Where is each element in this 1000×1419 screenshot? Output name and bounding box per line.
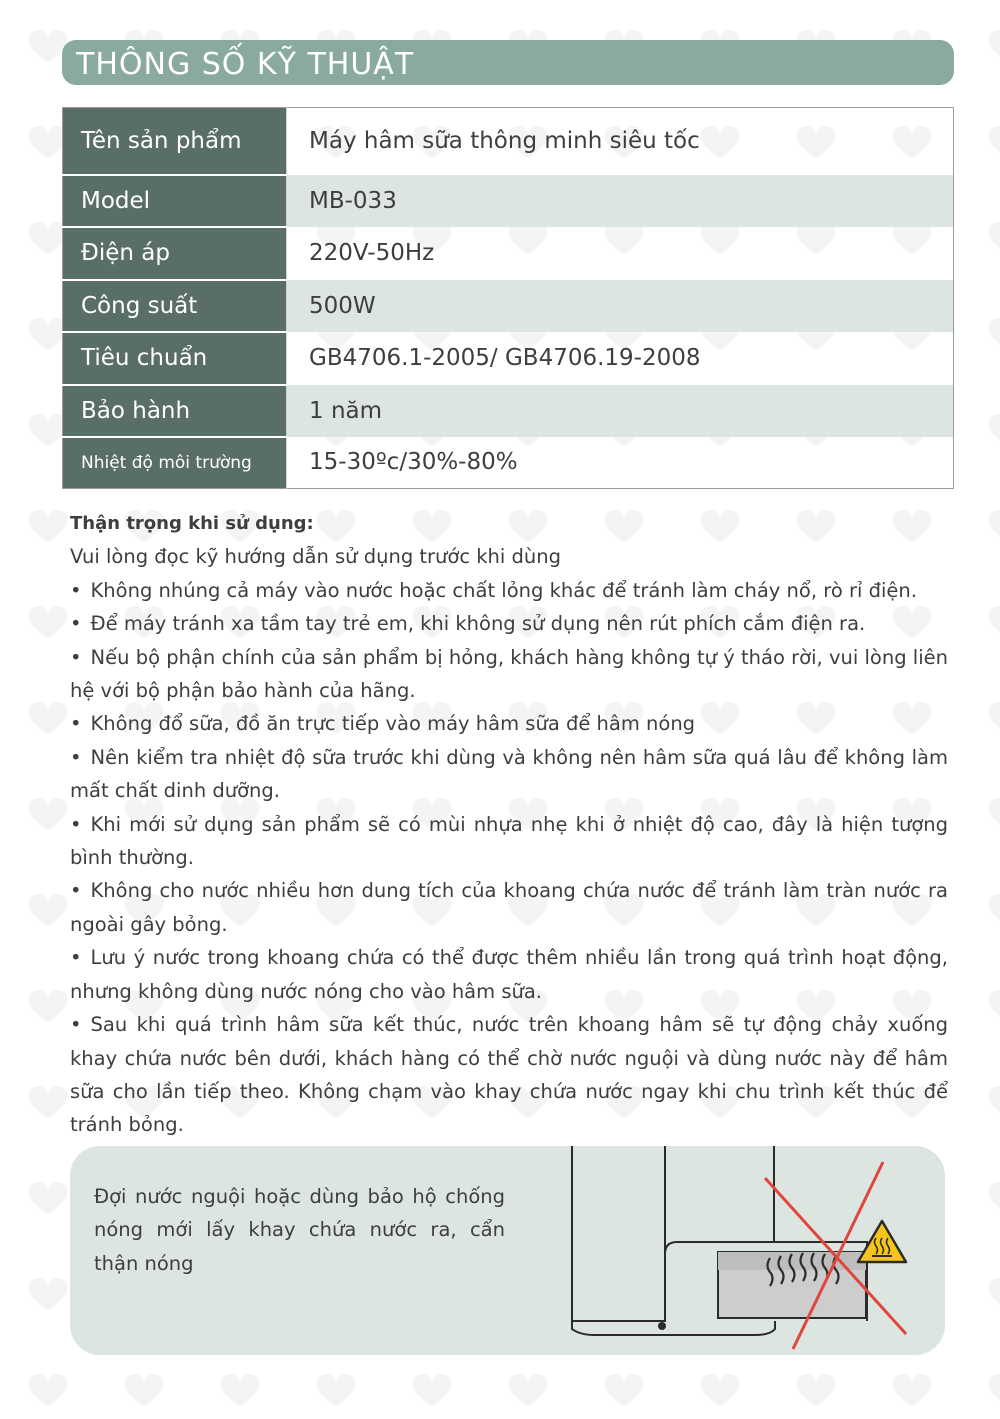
spec-label: Tiêu chuẩn xyxy=(63,332,287,385)
precaution-text: Không cho nước nhiều hơn dung tích của khoang chứa nước để tránh làm tràn nước ra ngoài gây bỏng. xyxy=(70,879,948,936)
section-title: THÔNG SỐ KỸ THUẬT xyxy=(62,40,954,85)
spec-value: 220V-50Hz xyxy=(287,227,954,280)
milk-warmer-tray-illustration xyxy=(70,1146,945,1355)
precaution-item xyxy=(70,741,948,808)
spec-row xyxy=(63,385,954,437)
hot-tray-warning-box xyxy=(70,1146,945,1355)
spec-value: GB4706.1-2005/ GB4706.19-2008 xyxy=(287,332,954,385)
precaution-text: Nên kiểm tra nhiệt độ sữa trước khi dùng và không nên hâm sữa quá lâu để không làm mất chất dinh dưỡng. xyxy=(70,745,948,803)
precautions-heading: Thận trọng khi sử dụng: xyxy=(70,513,314,534)
precaution-item xyxy=(70,707,948,740)
precaution-text: Sau khi quá trình hâm sữa kết thúc, nước trên khoang hâm sẽ tự động chảy xuống khay chứa nước bên dưới, khách hàng có thể chờ nước nguội và dùng nước này để hâm sữa cho lần tiếp theo. Không chạm vào khay chứa nước ngay khi chu trình kết thúc để tránh bỏng. xyxy=(70,1013,948,1137)
precaution-item xyxy=(70,641,948,708)
bullet: • xyxy=(70,612,82,636)
precaution-item xyxy=(70,941,948,1008)
spec-value: Máy hâm sữa thông minh siêu tốc xyxy=(287,108,954,175)
spec-value: MB-033 xyxy=(287,175,954,227)
precaution-item xyxy=(70,874,948,941)
precaution-text: Nếu bộ phận chính của sản phẩm bị hỏng, khách hàng không tự ý tháo rời, vui lòng liên hệ với bộ phận bảo hành của hãng. xyxy=(70,645,948,703)
device-foot xyxy=(658,1322,666,1330)
spec-table xyxy=(62,107,954,489)
spec-value: 1 năm xyxy=(287,385,954,437)
spec-value: 500W xyxy=(287,280,954,332)
spec-row xyxy=(63,108,954,175)
warning-note-text: Đợi nước nguội hoặc dùng bảo hộ chống nóng mới lấy khay chứa nước ra, cẩn thận nóng xyxy=(94,1185,505,1275)
bullet: • xyxy=(70,578,82,602)
spec-row xyxy=(63,280,954,332)
precaution-text: Không đổ sữa, đồ ăn trực tiếp vào máy hâm sữa để hâm nóng xyxy=(90,712,696,736)
precaution-item xyxy=(70,607,948,640)
spec-row xyxy=(63,175,954,227)
precaution-text: Để máy tránh xa tầm tay trẻ em, khi không sử dụng nên rút phích cắm điện ra. xyxy=(90,612,866,636)
precaution-item xyxy=(70,1008,948,1142)
bullet: • xyxy=(70,879,82,903)
precaution-text: Không nhúng cả máy vào nước hoặc chất lỏng khác để tránh làm cháy nổ, rò rỉ điện. xyxy=(90,578,917,602)
precautions-intro: Vui lòng đọc kỹ hướng dẫn sử dụng trước khi dùng xyxy=(70,545,562,569)
bullet: • xyxy=(70,745,82,769)
bullet: • xyxy=(70,1013,82,1037)
spec-label: Điện áp xyxy=(63,227,287,280)
precaution-text: Lưu ý nước trong khoang chứa có thể được thêm nhiều lần trong quá trình hoạt động, nhưng không dùng nước nóng cho vào hâm sữa. xyxy=(70,946,948,1003)
spec-row xyxy=(63,437,954,489)
precautions-section xyxy=(70,507,948,1142)
spec-label: Model xyxy=(63,175,287,227)
spec-label: Nhiệt độ môi trường xyxy=(63,437,287,489)
precaution-item xyxy=(70,808,948,875)
spec-label: Tên sản phẩm xyxy=(63,108,287,175)
spec-label: Công suất xyxy=(63,280,287,332)
precaution-text: Khi mới sử dụng sản phẩm sẽ có mùi nhựa nhẹ khi ở nhiệt độ cao, đây là hiện tượng bình thường. xyxy=(70,812,948,870)
bullet: • xyxy=(70,712,82,736)
bullet: • xyxy=(70,946,82,970)
bullet: • xyxy=(70,645,82,669)
spec-row xyxy=(63,227,954,280)
spec-value: 15-30ºc/30%-80% xyxy=(287,437,954,489)
spec-row xyxy=(63,332,954,385)
bullet: • xyxy=(70,812,82,836)
precaution-item xyxy=(70,574,948,607)
spec-label: Bảo hành xyxy=(63,385,287,437)
